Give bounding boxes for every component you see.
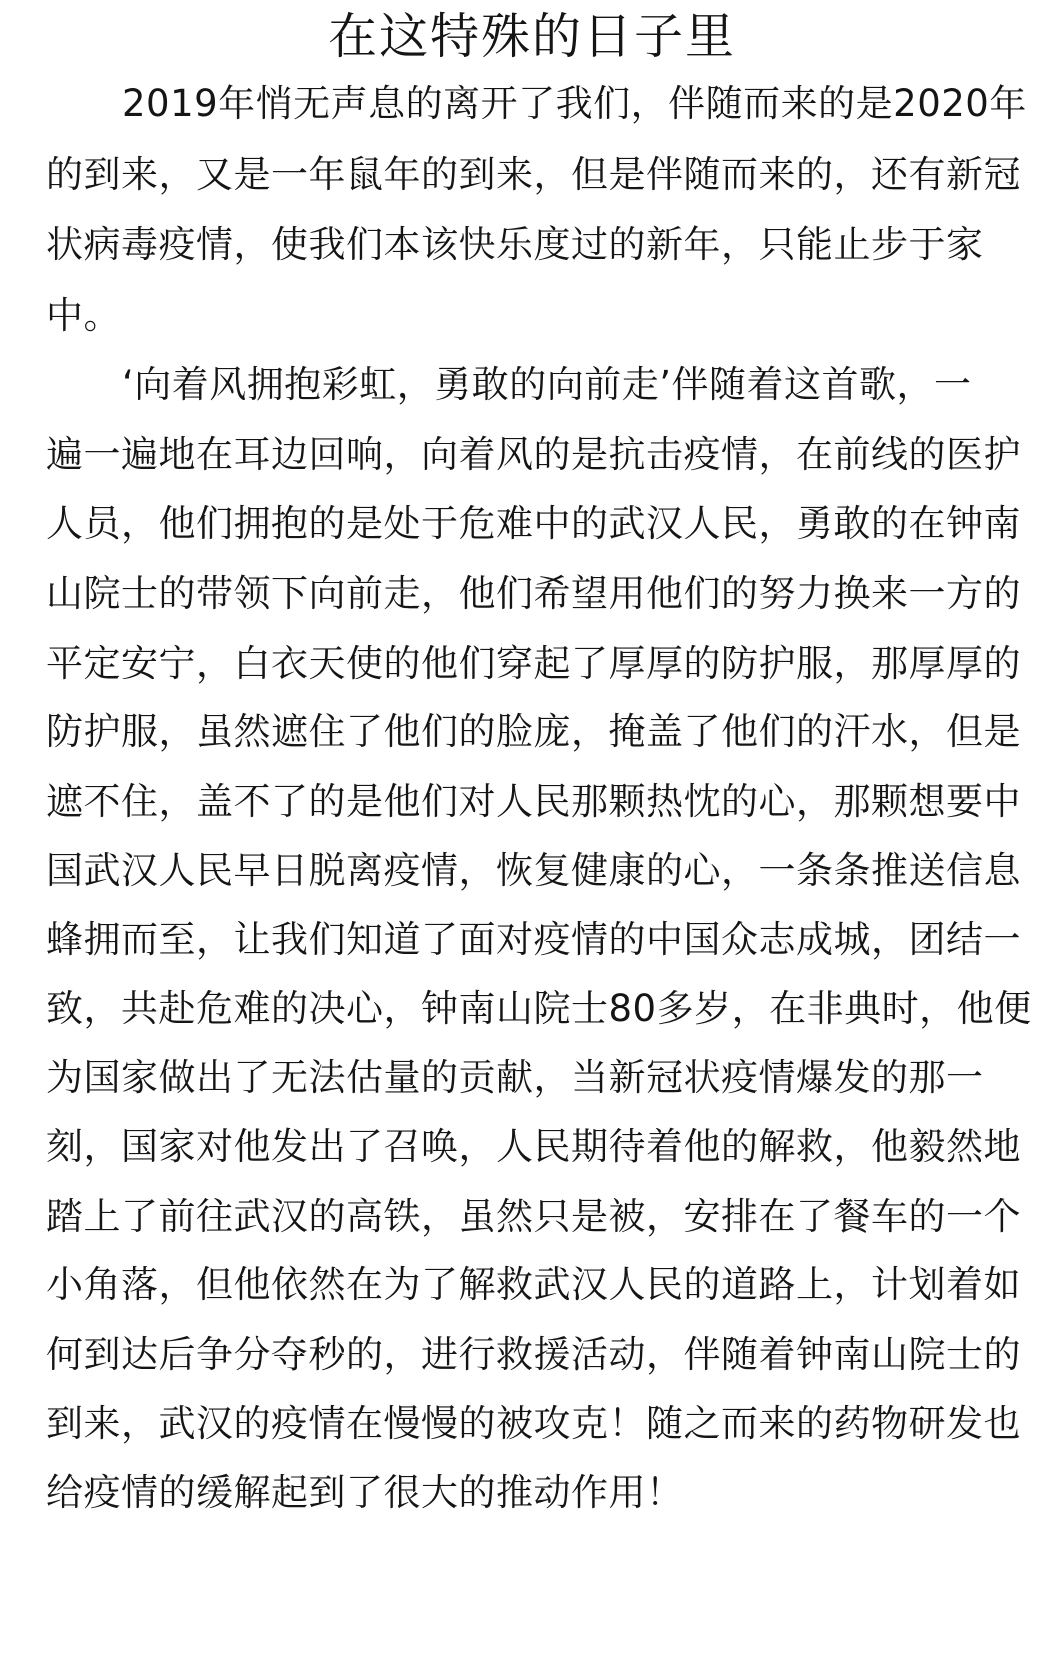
text-line: 给疫情的缓解起到了很大的推动作用！ <box>46 1471 684 1514</box>
text-line: 何到达后争分夺秒的，进行救援活动，伴随着钟南山院士的 <box>46 1333 1021 1376</box>
text-line: 遮不住，盖不了的是他们对人民那颗热忱的心，那颗想要中 <box>46 780 1021 823</box>
text-line: 遍一遍地在耳边回响，向着风的是抗击疫情，在前线的医护 <box>46 433 1021 476</box>
text-line: 小角落，但他依然在为了解救武汉人民的道路上，计划着如 <box>46 1263 1021 1306</box>
text-line: 状病毒疫情，使我们本该快乐度过的新年，只能止步于家 <box>46 223 984 266</box>
text-line: 山院士的带领下向前走，他们希望用他们的努力换来一方的 <box>46 572 1021 615</box>
text-line: 平定安宁，白衣天使的他们穿起了厚厚的防护服，那厚厚的 <box>46 642 1021 685</box>
text-line: 的到来，又是一年鼠年的到来，但是伴随而来的，还有新冠 <box>46 153 1021 196</box>
text-line: 国武汉人民早日脱离疫情，恢复健康的心，一条条推送信息 <box>46 849 1021 892</box>
text-line: ‘向着风拥抱彩虹，勇敢的向前走’伴随着这首歌，一 <box>122 363 972 406</box>
page-title: 在这特殊的日子里 <box>327 8 736 65</box>
text-line: 2019年悄无声息的离开了我们，伴随而来的是2020年 <box>122 82 1027 125</box>
text-line: 为国家做出了无法估量的贡献，当新冠状疫情爆发的那一 <box>46 1056 984 1099</box>
text-line: 中。 <box>46 294 121 337</box>
text-line: 防护服，虽然遮住了他们的脸庞，掩盖了他们的汗水，但是 <box>46 710 1021 753</box>
text-line: 刻，国家对他发出了召唤，人民期待着他的解救，他毅然地 <box>46 1125 1021 1168</box>
text-line: 到来，武汉的疫情在慢慢的被攻克！随之而来的药物研发也 <box>46 1402 1021 1445</box>
text-line: 踏上了前往武汉的高铁，虽然只是被，安排在了餐车的一个 <box>46 1195 1021 1238</box>
text-line: 蜂拥而至，让我们知道了面对疫情的中国众志成城，团结一 <box>46 918 1021 961</box>
text-line: 致，共赴危难的决心，钟南山院士80多岁，在非典时，他便 <box>46 987 1032 1030</box>
text-line: 人员，他们拥抱的是处于危难中的武汉人民，勇敢的在钟南 <box>46 502 1021 545</box>
